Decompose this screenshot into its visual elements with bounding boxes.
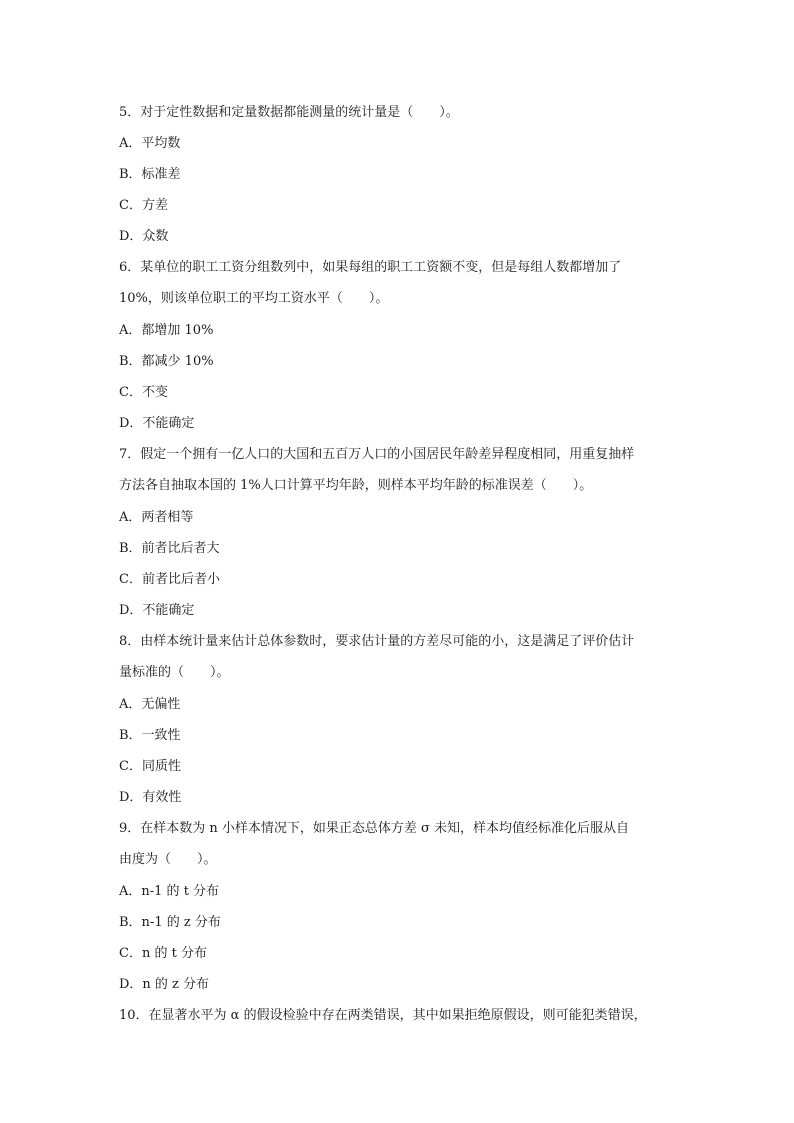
question-5-option-a: A．平均数 (119, 136, 181, 151)
question-8-option-d: D．有效性 (119, 790, 182, 805)
question-6-option-c: C．不变 (119, 385, 168, 400)
question-6-option-b: B．都减少 10% (119, 354, 214, 369)
question-8-text-line-2: 量标准的（ ）。 (119, 665, 230, 680)
question-7-text-line-2: 方法各自抽取本国的 1%人口计算平均年龄，则样本平均年龄的标准误差（ ）。 (119, 478, 593, 493)
question-9-option-b: B．n-1 的 z 分布 (119, 915, 221, 930)
question-5-option-b: B．标准差 (119, 167, 181, 182)
question-8-option-c: C．同质性 (119, 759, 181, 774)
question-9-option-a: A．n-1 的 t 分布 (119, 884, 220, 899)
question-8-text-line-1: 8．由样本统计量来估计总体参数时，要求估计量的方差尽可能的小，这是满足了评价估计 (119, 634, 635, 649)
question-6-option-d: D．不能确定 (119, 416, 195, 431)
question-7-option-a: A．两者相等 (119, 510, 194, 525)
question-9-option-c: C．n 的 t 分布 (119, 946, 207, 961)
question-9-option-d: D．n 的 z 分布 (119, 977, 210, 992)
question-8-option-a: A．无偏性 (119, 697, 181, 712)
question-7-text-line-1: 7．假定一个拥有一亿人口的大国和五百万人口的小国居民年龄差异程度相同，用重复抽样 (119, 447, 635, 462)
question-8-option-b: B．一致性 (119, 728, 181, 743)
question-6-text-line-1: 6．某单位的职工工资分组数列中，如果每组的职工工资额不变，但是每组人数都增加了 (119, 260, 622, 275)
question-7-option-d: D．不能确定 (119, 603, 195, 618)
question-9-text-line-1: 9．在样本数为 n 小样本情况下，如果正态总体方差 σ 未知，样本均值经标准化后服从自 (119, 821, 630, 836)
question-6-option-a: A．都增加 10% (119, 323, 214, 338)
question-6-text-line-2: 10%，则该单位职工的平均工资水平（ ）。 (119, 291, 389, 306)
question-7-option-b: B．前者比后者大 (119, 541, 220, 556)
question-7-option-c: C．前者比后者小 (119, 572, 220, 587)
question-9-text-line-2: 由度为（ ）。 (119, 852, 217, 867)
question-5-text: 5．对于定性数据和定量数据都能测量的统计量是（ ）。 (119, 105, 459, 120)
question-5-option-d: D．众数 (119, 229, 169, 244)
question-10-text-line-1: 10．在显著水平为 α 的假设检验中存在两类错误，其中如果拒绝原假设，则可能犯类错误， (119, 1008, 647, 1023)
question-5-option-c: C．方差 (119, 198, 168, 213)
